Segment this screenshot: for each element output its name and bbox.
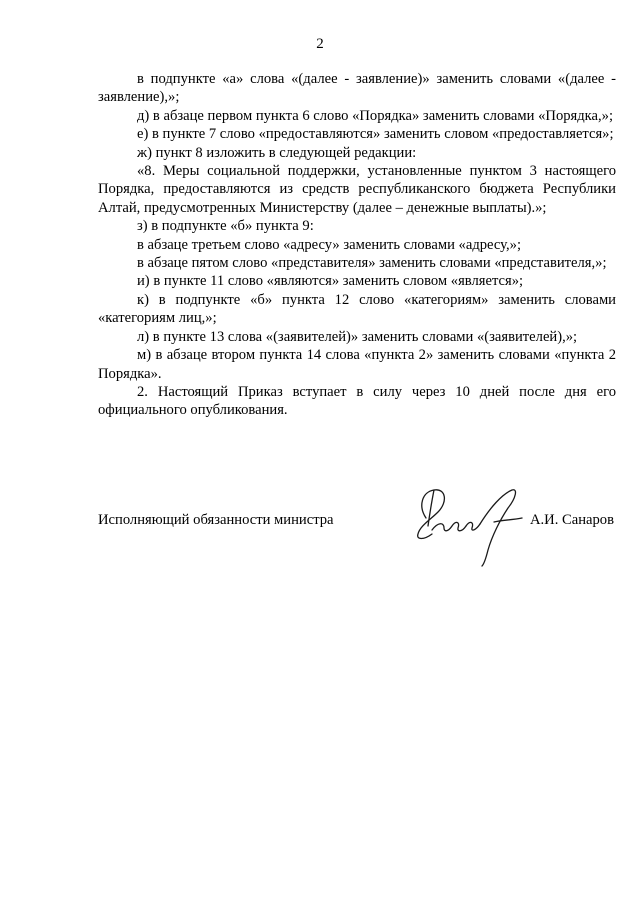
signatory-name: А.И. Санаров <box>529 512 614 528</box>
paragraph: з) в подпункте «б» пункта 9: <box>137 218 314 235</box>
paragraph: д) в абзаце первом пункта 6 слово «Порядка» заменить словами «Порядка,»; <box>137 107 614 124</box>
handwritten-signature <box>408 478 528 568</box>
paragraph: 2. Настоящий Приказ вступает в силу через 10 дней после дня его официального опубликования. <box>98 383 616 419</box>
signatory-title: Исполняющий обязанности министра <box>98 512 334 528</box>
paragraph: л) в пункте 13 слова «(заявителей)» заменить словами «(заявителей),»; <box>137 328 578 345</box>
paragraph: в подпункте «а» слова «(далее - заявление)» заменить словами «(далее - заявление),»; <box>98 71 616 106</box>
document-body <box>98 70 616 420</box>
paragraph: е) в пункте 7 слово «предоставляются» заменить словом «предоставляется»; <box>137 126 614 143</box>
paragraph: и) в пункте 11 слово «являются» заменить словом «является»; <box>137 273 524 290</box>
paragraph: в абзаце пятом слово «представителя» заменить словами «представителя,»; <box>137 255 607 272</box>
paragraph: «8. Меры социальной поддержки, установленные пунктом 3 настоящего Порядка, предоставляются из средств республиканского бюджета Республики Алтай, предусмотренных Министерству (далее – денежные выплаты).»; <box>98 163 616 216</box>
paragraph: в абзаце третьем слово «адресу» заменить словами «адресу,»; <box>137 236 522 253</box>
paragraph: к) в подпункте «б» пункта 12 слово «категориям» заменить словами «категориям лиц,»; <box>98 291 616 327</box>
signature-block <box>98 512 618 552</box>
paragraph: м) в абзаце втором пункта 14 слова «пункта 2» заменить словами «пункта 2 Порядка». <box>98 347 616 382</box>
paragraph: ж) пункт 8 изложить в следующей редакции: <box>137 144 417 161</box>
page-number: 2 <box>316 36 324 52</box>
